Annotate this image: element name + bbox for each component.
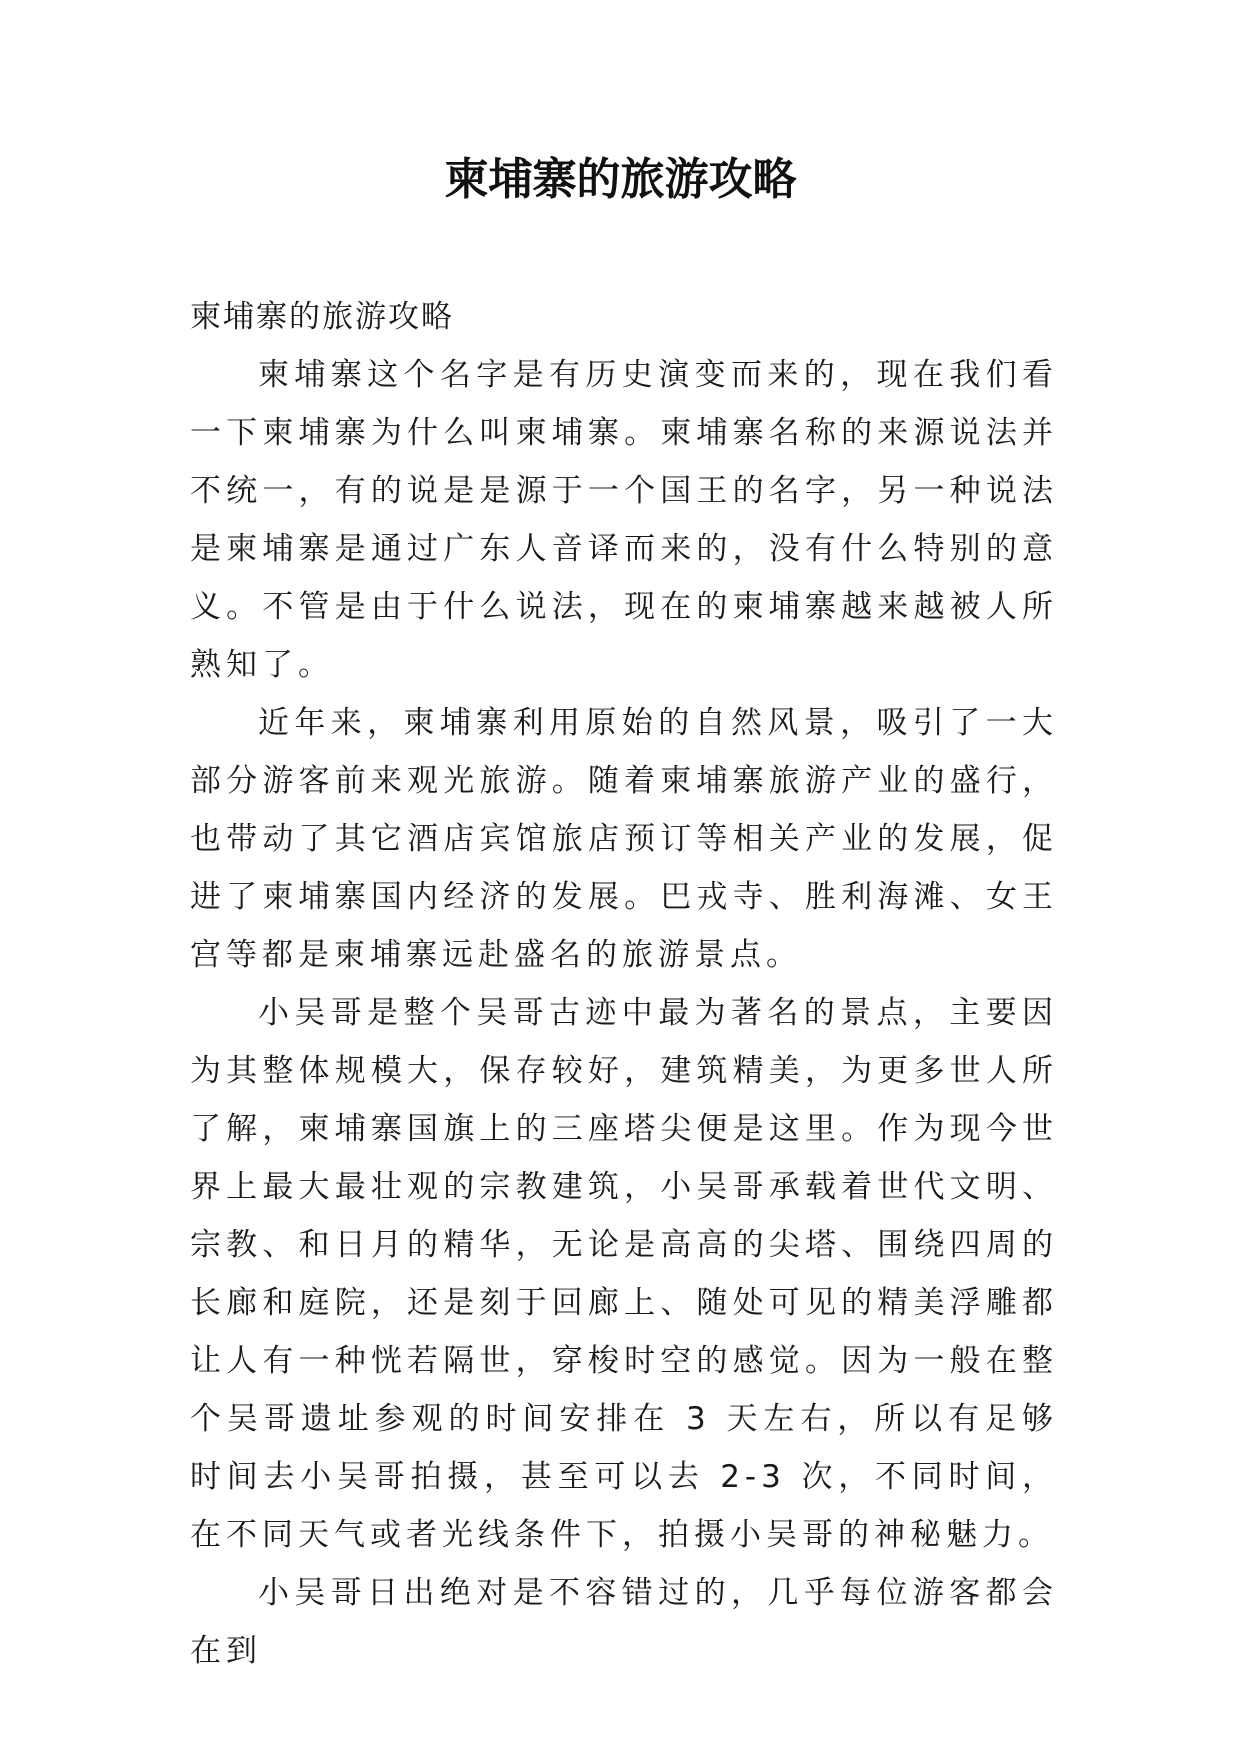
document-subtitle: 柬埔寨的旅游攻略 xyxy=(190,299,454,335)
paragraph-4: 小吴哥日出绝对是不容错过的，几乎每位游客都会在到 xyxy=(190,1575,1058,1669)
paragraph-2: 近年来，柬埔寨利用原始的自然风景，吸引了一大部分游客前来观光旅游。随着柬埔寨旅游产业的盛行，也带动了其它酒店宾馆旅店预订等相关产业的发展，促进了柬埔寨国内经济的发展。巴戎寺、胜利海滩、女王宫等都是柬埔寨远赴盛名的旅游景点。 xyxy=(190,705,1058,973)
paragraph-1: 柬埔寨这个名字是有历史演变而来的，现在我们看一下柬埔寨为什么叫柬埔寨。柬埔寨名称的来源说法并不统一，有的说是是源于一个国王的名字，另一种说法是柬埔寨是通过广东人音译而来的，没有什么特别的意义。不管是由于什么说法，现在的柬埔寨越来越被人所熟知了。 xyxy=(190,357,1058,683)
paragraph-3: 小吴哥是整个吴哥古迹中最为著名的景点，主要因为其整体规模大，保存较好，建筑精美，为更多世人所了解，柬埔寨国旗上的三座塔尖便是这里。作为现今世界上最大最壮观的宗教建筑，小吴哥承载着世代文明、宗教、和日月的精华，无论是高高的尖塔、围绕四周的长廊和庭院，还是刻于回廊上、随处可见的精美浮雕都让人有一种恍若隔世，穿梭时空的感觉。因为一般在整个吴哥遗址参观的时间安排在 3 天左右，所以有足够时间去小吴哥拍摄，甚至可以去 2-3 次，不同时间，在不同天气或者光线条件下，拍摄小吴哥的神秘魅力。 xyxy=(190,995,1058,1553)
document-body xyxy=(190,288,1058,1680)
document-title: 柬埔寨的旅游攻略 xyxy=(444,154,797,205)
